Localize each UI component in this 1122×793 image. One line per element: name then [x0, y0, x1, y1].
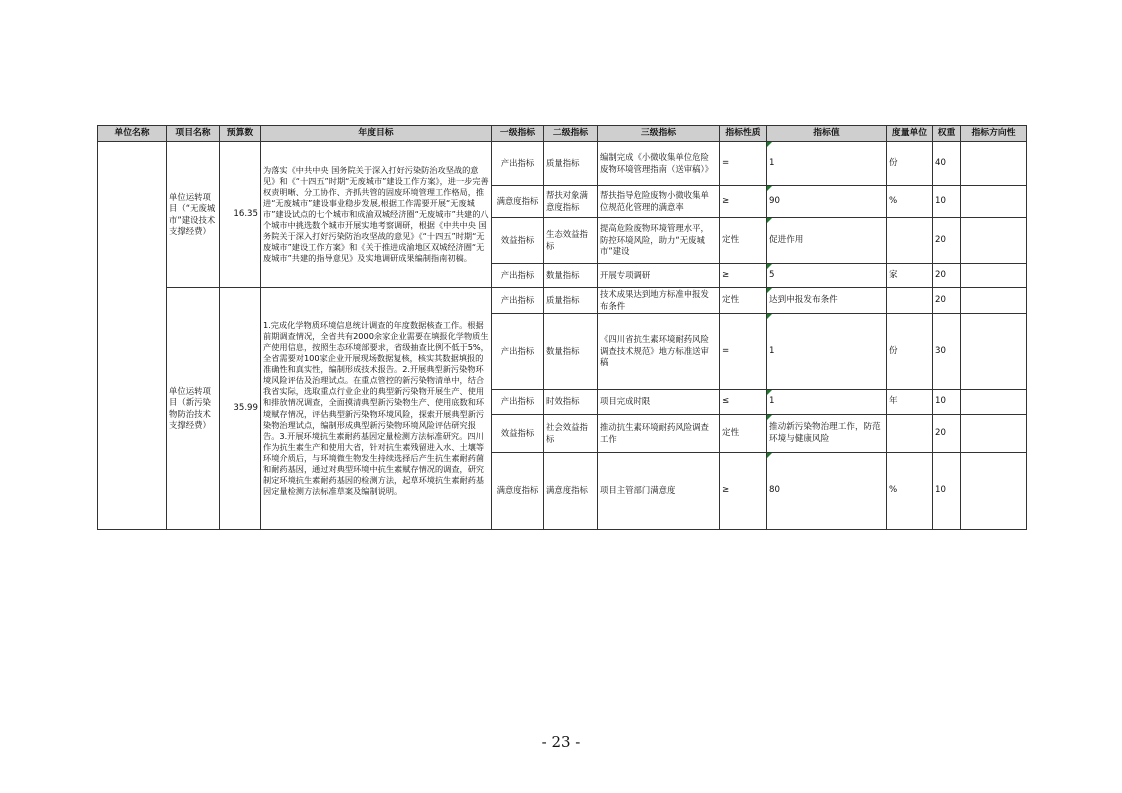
level3-cell: 帮扶指导危险废物小微收集单位规范化管理的满意率	[598, 186, 720, 218]
unit-cell: 家	[887, 264, 933, 288]
value-cell: 促进作用	[767, 218, 887, 264]
weight-cell: 10	[933, 453, 961, 530]
col-level3: 三级指标	[598, 126, 720, 142]
nature-cell: ≤	[720, 390, 767, 415]
level3-cell: 编制完成《小微收集单位危险废物环境管理指南（送审稿）》	[598, 142, 720, 186]
col-weight: 权重	[933, 126, 961, 142]
direction-cell	[961, 264, 1027, 288]
value-cell: 90	[767, 186, 887, 218]
weight-cell: 40	[933, 142, 961, 186]
col-value: 指标值	[767, 126, 887, 142]
direction-cell	[961, 390, 1027, 415]
level3-cell: 提高危险废物环境管理水平，防控环境风险，助力“无废城市”建设	[598, 218, 720, 264]
level2-cell: 时效指标	[544, 390, 598, 415]
level2-cell: 数量指标	[544, 264, 598, 288]
level3-cell: 项目主管部门满意度	[598, 453, 720, 530]
value-cell: 推动新污染物治理工作，防范环境与健康风险	[767, 415, 887, 453]
level2-cell: 社会效益指标	[544, 415, 598, 453]
value-cell: 1	[767, 390, 887, 415]
unit-cell: 年	[887, 390, 933, 415]
value-cell: 80	[767, 453, 887, 530]
annual-goal-cell: 1.完成化学物质环境信息统计调查的年度数据核查工作。根据前期调查情况，全省共有2000余家企业需要在填报化学物质生产使用信息，按照生态环境部要求，省级抽查比例不低于5%，全省需要对100家企业开展现场数据复核，核实其数据填报的准确性和真实性，编制形成技术报告。2.开展典型新污染物环境风险评估及治理试点。在重点管控的新污染物清单中，结合我省实际，选取重点行业企业的典型新污染物开展生产、使用和排放情况调查，全面摸清典型新污染物生产、使用底数和环境赋存情况，评估典型新污染物环境风险，探索开展典型新污染物治理试点，编制形成典型新污染物环境风险评估研究报告。3.开展环境抗生素耐药基因定量检测方法标准研究。四川作为抗生素生产和使用大省，针对抗生素残留进入水、土壤等环境介质后，与环境微生物发生持续选择后产生抗生素耐药菌和耐药基因，通过对典型环境中抗生素赋存情况的调查，研究制定环境抗生素耐药基因的检测方法，起草环境抗生素耐药基因定量检测方法标准草案及编制说明。	[261, 288, 492, 530]
nature-cell: ≥	[720, 186, 767, 218]
col-budget: 预算数	[220, 126, 261, 142]
level3-cell: 《四川省抗生素环境耐药风险调查技术规范》地方标准送审稿	[598, 314, 720, 390]
level1-cell: 产出指标	[492, 264, 544, 288]
level2-cell: 质量指标	[544, 288, 598, 314]
performance-table	[97, 125, 1027, 530]
col-nature: 指标性质	[720, 126, 767, 142]
nature-cell: 定性	[720, 415, 767, 453]
direction-cell	[961, 218, 1027, 264]
direction-cell	[961, 288, 1027, 314]
budget-cell: 35.99	[220, 288, 261, 530]
table-row	[98, 142, 1027, 186]
nature-cell: 定性	[720, 218, 767, 264]
level1-cell: 产出指标	[492, 314, 544, 390]
level2-cell: 数量指标	[544, 314, 598, 390]
level3-cell: 项目完成时限	[598, 390, 720, 415]
level2-cell: 帮扶对象满意度指标	[544, 186, 598, 218]
table-row	[98, 288, 1027, 314]
unit-cell	[887, 415, 933, 453]
unit-cell: 份	[887, 142, 933, 186]
level1-cell: 满意度指标	[492, 453, 544, 530]
level3-cell: 技术成果达到地方标准申报发布条件	[598, 288, 720, 314]
value-cell: 5	[767, 264, 887, 288]
nature-cell: 定性	[720, 288, 767, 314]
level3-cell: 推动抗生素环境耐药风险调查工作	[598, 415, 720, 453]
level1-cell: 满意度指标	[492, 186, 544, 218]
unit-cell	[887, 218, 933, 264]
annual-goal-cell: 为落实《中共中央 国务院关于深入打好污染防治攻坚战的意见》和《“十四五”时期“无废城市”建设工作方案》，进一步完善权责明晰、分工协作、齐抓共管的固废环境管理工作格局，推进“无废城市”建设事业稳步发展,根据工作需要开展“无废城市”建设试点的七个城市和成渝双城经济圈“无废城市”共建的八个城市中挑选数个城市开展实地考察调研，根据《中共中央 国务院关于深入打好污染防治攻坚战的意见》《“十四五”时期“无废城市”建设工作方案》和《关于推进成渝地区双城经济圈“无废城市”共建的指导意见》及实地调研成果编制指南初稿。	[261, 142, 492, 288]
level3-cell: 开展专项调研	[598, 264, 720, 288]
unit-cell: %	[887, 186, 933, 218]
value-cell: 达到申报发布条件	[767, 288, 887, 314]
weight-cell: 30	[933, 314, 961, 390]
weight-cell: 20	[933, 264, 961, 288]
value-cell: 1	[767, 142, 887, 186]
unit-cell: 份	[887, 314, 933, 390]
unit-cell	[887, 288, 933, 314]
budget-cell: 16.35	[220, 142, 261, 288]
level2-cell: 生态效益指标	[544, 218, 598, 264]
weight-cell: 10	[933, 186, 961, 218]
direction-cell	[961, 415, 1027, 453]
project-name-cell: 单位运转项目（新污染物防治技术支撑经费）	[167, 288, 220, 530]
weight-cell: 20	[933, 288, 961, 314]
nature-cell: =	[720, 314, 767, 390]
level1-cell: 效益指标	[492, 218, 544, 264]
col-level2: 二级指标	[544, 126, 598, 142]
col-level1: 一级指标	[492, 126, 544, 142]
direction-cell	[961, 186, 1027, 218]
nature-cell: ≥	[720, 264, 767, 288]
level1-cell: 产出指标	[492, 142, 544, 186]
direction-cell	[961, 453, 1027, 530]
level2-cell: 质量指标	[544, 142, 598, 186]
col-unit-name: 单位名称	[98, 126, 167, 142]
direction-cell	[961, 142, 1027, 186]
weight-cell: 10	[933, 390, 961, 415]
weight-cell: 20	[933, 415, 961, 453]
col-annual-goal: 年度目标	[261, 126, 492, 142]
direction-cell	[961, 314, 1027, 390]
value-cell: 1	[767, 314, 887, 390]
unit-cell: %	[887, 453, 933, 530]
level1-cell: 产出指标	[492, 390, 544, 415]
weight-cell: 20	[933, 218, 961, 264]
nature-cell: =	[720, 142, 767, 186]
unit-name-cell	[98, 142, 167, 530]
col-project-name: 项目名称	[167, 126, 220, 142]
header-row	[98, 126, 1027, 142]
col-unit: 度量单位	[887, 126, 933, 142]
col-direction: 指标方向性	[961, 126, 1027, 142]
project-name-cell: 单位运转项目（“无废城市”建设技术支撑经费）	[167, 142, 220, 288]
level1-cell: 效益指标	[492, 415, 544, 453]
level2-cell: 满意度指标	[544, 453, 598, 530]
level1-cell: 产出指标	[492, 288, 544, 314]
nature-cell: ≥	[720, 453, 767, 530]
page-number: - 23 -	[541, 733, 581, 751]
